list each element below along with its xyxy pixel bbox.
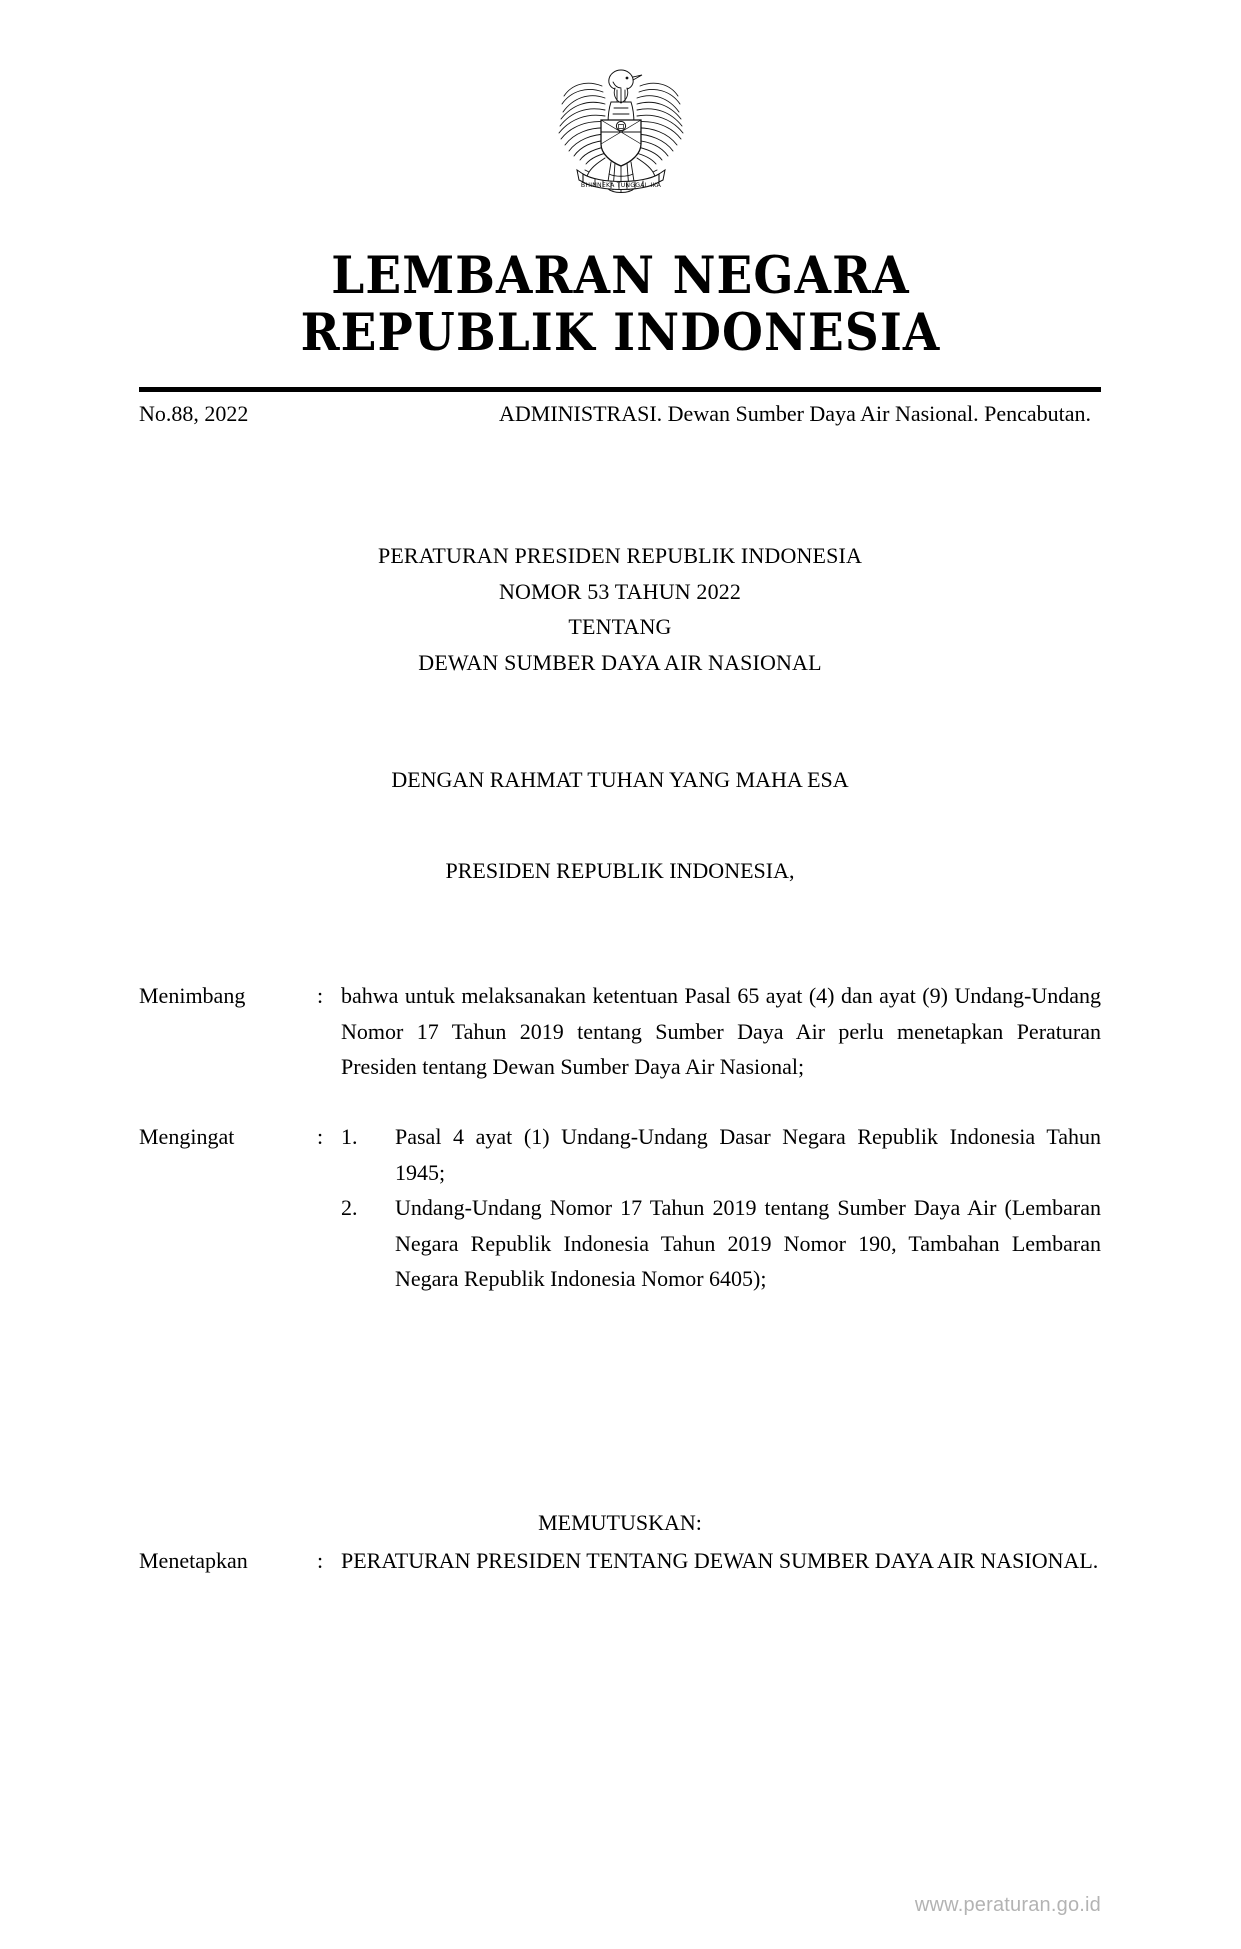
clause-mengingat bbox=[139, 1119, 1101, 1297]
emblem-container bbox=[0, 58, 1241, 208]
clause-mengingat-label: Mengingat bbox=[139, 1123, 235, 1149]
invocation-line: DENGAN RAHMAT TUHAN YANG MAHA ESA bbox=[391, 767, 849, 792]
clause-menimbang-colon: : bbox=[317, 983, 324, 1008]
list-item bbox=[341, 1119, 1101, 1190]
masthead bbox=[0, 248, 1241, 362]
clause-menimbang-label: Menimbang bbox=[139, 983, 246, 1008]
svg-text:BHINNEKA TUNGGAL IKA: BHINNEKA TUNGGAL IKA bbox=[580, 182, 661, 189]
list-item-text: Undang-Undang Nomor 17 Tahun 2019 tentang Sumber Daya Air (Lembaran Negara Republik Indonesia Tahun 2019 Nomor 190, Tambahan Lembaran Negara Republik Indonesia Nomor 6405); bbox=[395, 1195, 1101, 1292]
regulation-title-line-1: PERATURAN PRESIDEN REPUBLIK INDONESIA bbox=[377, 543, 863, 568]
clause-menetapkan-label: Menetapkan bbox=[139, 1548, 248, 1573]
header-divider-rule bbox=[139, 387, 1101, 392]
gazette-header bbox=[139, 398, 1101, 429]
clause-menetapkan-colon: : bbox=[317, 1548, 324, 1573]
regulation-subject-line: DEWAN SUMBER DAYA AIR NASIONAL bbox=[418, 649, 822, 675]
president-line: PRESIDEN REPUBLIK INDONESIA, bbox=[445, 858, 795, 883]
regulation-title-block bbox=[139, 538, 1101, 681]
clauses-section bbox=[139, 978, 1101, 1331]
list-item-text: Pasal 4 ayat (1) Undang-Undang Dasar Negara Republik Indonesia Tahun 1945; bbox=[395, 1123, 1101, 1185]
clause-mengingat-list bbox=[341, 1119, 1101, 1297]
clause-menimbang bbox=[139, 978, 1101, 1085]
list-item bbox=[341, 1190, 1101, 1297]
regulation-tentang-label: TENTANG bbox=[568, 614, 672, 640]
clause-menimbang-text: bahwa untuk melaksanakan ketentuan Pasal 65 ayat (4) dan ayat (9) Undang-Undang Nomor 17 Tahun 2019 tentang Sumber Daya Air perlu menetapkan Peraturan Presiden tentang Dewan Sumber Daya Air Nasional; bbox=[341, 983, 1101, 1080]
list-item-marker: 2. bbox=[341, 1195, 358, 1221]
memutuskan-heading: MEMUTUSKAN: bbox=[538, 1510, 702, 1535]
gazette-subject: ADMINISTRASI. Dewan Sumber Daya Air Nasional. Pencabutan. bbox=[499, 401, 1092, 426]
regulation-number-line: NOMOR 53 TAHUN 2022 bbox=[498, 578, 742, 604]
clause-menetapkan bbox=[139, 1543, 1101, 1579]
clause-menetapkan-text: PERATURAN PRESIDEN TENTANG DEWAN SUMBER DAYA AIR NASIONAL. bbox=[341, 1548, 1099, 1573]
masthead-line-2: REPUBLIK INDONESIA bbox=[300, 303, 941, 364]
garuda-pancasila-emblem bbox=[543, 58, 699, 208]
footer-watermark: www.peraturan.go.id bbox=[914, 1894, 1101, 1916]
list-item-marker: 1. bbox=[341, 1123, 358, 1149]
gazette-number: No.88, 2022 bbox=[139, 401, 249, 426]
masthead-line-1: LEMBARAN NEGARA bbox=[331, 246, 910, 306]
clause-mengingat-colon: : bbox=[317, 1123, 324, 1149]
